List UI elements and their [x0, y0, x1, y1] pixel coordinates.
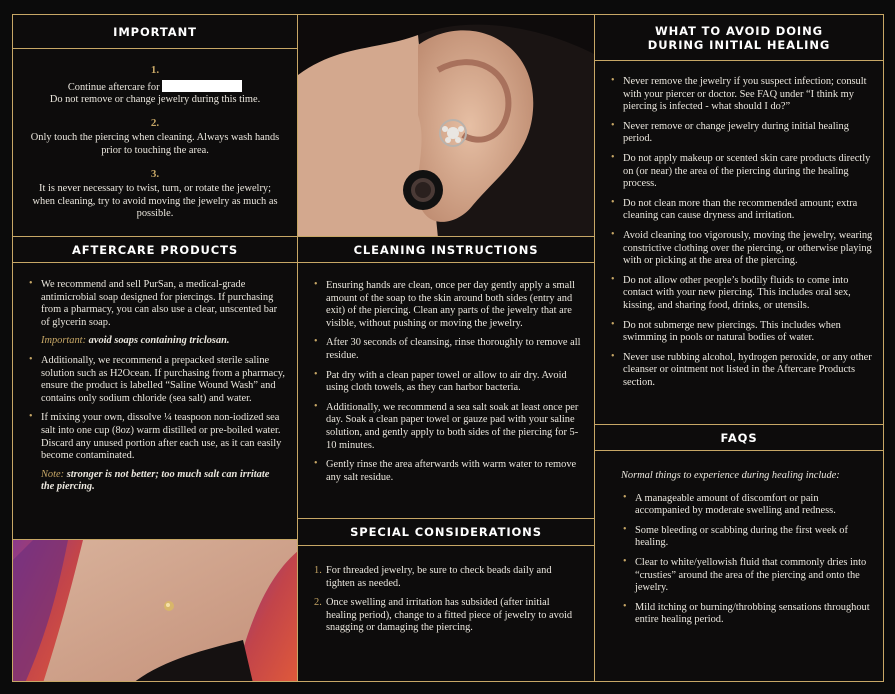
important-item-2: [27, 117, 283, 158]
important-panel: [12, 14, 298, 237]
avoid-item: • Do not clean more than the recommended amount; extra cleaning can cause dryness and irritation.: [609, 198, 873, 223]
avoid-item: • Do not apply makeup or scented skin care products directly on (or near) the area of the piercing during the healing process.: [609, 153, 873, 191]
avoid-heading-line-2: DURING INITIAL HEALING: [647, 37, 831, 52]
important-body: [13, 64, 297, 236]
cleaning-item: • Ensuring hands are clean, once per day gently apply a small amount of the soap to the skin around both sides (entry and exit) of the piercing. Clean any parts of the jewelry that are visible, without pushing or moving the jewelry.: [312, 280, 582, 330]
aftercare-item-text: Additionally, we recommend a prepacked sterile saline solution such as H2Ocean. If purchasing from a pharmacy, ensure the product is labelled “Saline Wound Wash” and contains only sodium chloride (sea salt) and water.: [41, 354, 286, 404]
important-note: [41, 335, 285, 348]
avoid-heading: [595, 15, 883, 61]
aftercare-panel: [12, 236, 298, 540]
cleaning-panel: [297, 236, 595, 519]
important-item-number: 2.: [150, 116, 160, 129]
aftercare-item-2: [27, 355, 285, 405]
aftercare-item-1: [27, 279, 285, 348]
important-item-3: [27, 168, 283, 221]
special-item-text: Once swelling and irritation has subsided (after initial healing period), change to a fitted piece of jewelry to avoid snagging or damaging the piercing.: [326, 597, 573, 634]
avoid-item: • Do not allow other people’s bodily fluids to come into contact with your new piercing. This includes oral sex, kissing, and sharing food, drinks, or utensils.: [609, 275, 873, 313]
important-item-text: Do not remove or change jewelry during this time.: [49, 94, 261, 106]
salt-note: [41, 469, 285, 494]
cleaning-body: [298, 280, 594, 518]
aftercare-item-text: If mixing your own, dissolve ¼ teaspoon non-iodized sea salt into one cup (8oz) warm distilled or pre-boiled water. Discard any unused portion after each use, as it can easily become contaminated.: [41, 412, 282, 462]
avoid-item: • Never remove the jewelry if you suspect infection; consult with your piercer or doctor. See FAQ under “I think my piercing is infected - what should I do?”: [609, 76, 873, 114]
cleaning-item: • Pat dry with a clean paper towel or allow to air dry. Avoid using cloth towels, as they can harbor bacteria.: [312, 370, 582, 395]
note-label: Note:: [41, 468, 65, 480]
special-item-2: [314, 597, 582, 635]
faqs-body: [595, 470, 883, 681]
important-heading: IMPORTANT: [13, 15, 297, 49]
avoid-panel: [594, 14, 884, 425]
avoid-item: • Do not submerge new piercings. This includes when swimming in pools or natural bodies of water.: [609, 320, 873, 345]
aftercare-item-3: [27, 412, 285, 494]
faq-item: • Clear to white/yellowish fluid that commonly dries into “crusties” around the area of the piercing and onto the jewelry.: [621, 557, 873, 595]
avoid-item: • Avoid cleaning too vigorously, moving the jewelry, wearing constrictive clothing over the piercing, or otherwise playing with or picking at the area of the piercing.: [609, 230, 873, 268]
faqs-intro: Normal things to experience during healing include:: [621, 470, 840, 481]
important-item-text: It is never necessary to twist, turn, or rotate the jewelry; when cleaning, try to avoid moving the jewelry as much as possible.: [32, 183, 278, 220]
cleaning-item: • Additionally, we recommend a sea salt soak at least once per day. Soak a clean paper towel or gauze pad with your saline solution, and gently apply to both sides of the piercing for 5-10 minutes.: [312, 402, 582, 452]
important-item-number: 3.: [150, 167, 160, 180]
redaction-box: [162, 80, 242, 92]
special-item-number: 1.: [314, 565, 322, 576]
cleaning-item: • Gently rinse the area afterwards with warm water to remove any salt residue.: [312, 459, 582, 484]
important-note-text: avoid soaps containing triclosan.: [88, 335, 230, 347]
aftercare-heading: AFTERCARE PRODUCTS: [13, 237, 297, 263]
special-item-text: For threaded jewelry, be sure to check beads daily and tighten as needed.: [326, 565, 552, 589]
salt-note-text: stronger is not better; too much salt can irritate the piercing.: [41, 468, 270, 493]
avoid-heading-line-1: WHAT TO AVOID DOING: [655, 23, 823, 38]
neck-piercing-photo: [12, 539, 298, 682]
special-item-1: [314, 565, 582, 590]
cleaning-heading: CLEANING INSTRUCTIONS: [298, 237, 594, 263]
aftercare-item-text: We recommend and sell PurSan, a medical-grade antimicrobial soap designed for piercings. If purchasing from a pharmacy, you can also use a clear, unscented bar of glycerin soap.: [41, 279, 278, 328]
avoid-item: • Never remove or change jewelry during initial healing period.: [609, 121, 873, 146]
neck-piercing-illustration: [13, 540, 298, 682]
faqs-panel: [594, 424, 884, 682]
important-label: Important:: [41, 335, 87, 347]
special-body: [298, 565, 594, 681]
important-item-text: Only touch the piercing when cleaning. Always wash hands prior to touching the area.: [30, 132, 280, 156]
important-item-text: Continue aftercare for: [67, 81, 160, 93]
aftercare-body: [13, 279, 297, 539]
ear-piercing-illustration: [298, 15, 595, 237]
special-item-number: 2.: [314, 597, 322, 609]
avoid-body: [595, 76, 883, 424]
faq-item: • Some bleeding or scabbing during the first week of healing.: [621, 525, 873, 550]
special-heading: SPECIAL CONSIDERATIONS: [298, 519, 594, 546]
important-item-number: 1.: [150, 64, 160, 76]
faqs-heading: FAQS: [595, 425, 883, 451]
faq-item: • Mild itching or burning/throbbing sensations throughout entire healing period.: [621, 602, 873, 627]
faq-item: • A manageable amount of discomfort or pain accompanied by moderate swelling and redness.: [621, 493, 873, 518]
cleaning-item: • After 30 seconds of cleansing, rinse thoroughly to remove all residue.: [312, 337, 582, 362]
avoid-item: • Never use rubbing alcohol, hydrogen peroxide, or any other cleanser or ointment not listed in the Aftercare Products section.: [609, 352, 873, 390]
ear-piercing-photo: [297, 14, 595, 237]
special-panel: [297, 518, 595, 682]
important-item-1: [27, 64, 283, 107]
